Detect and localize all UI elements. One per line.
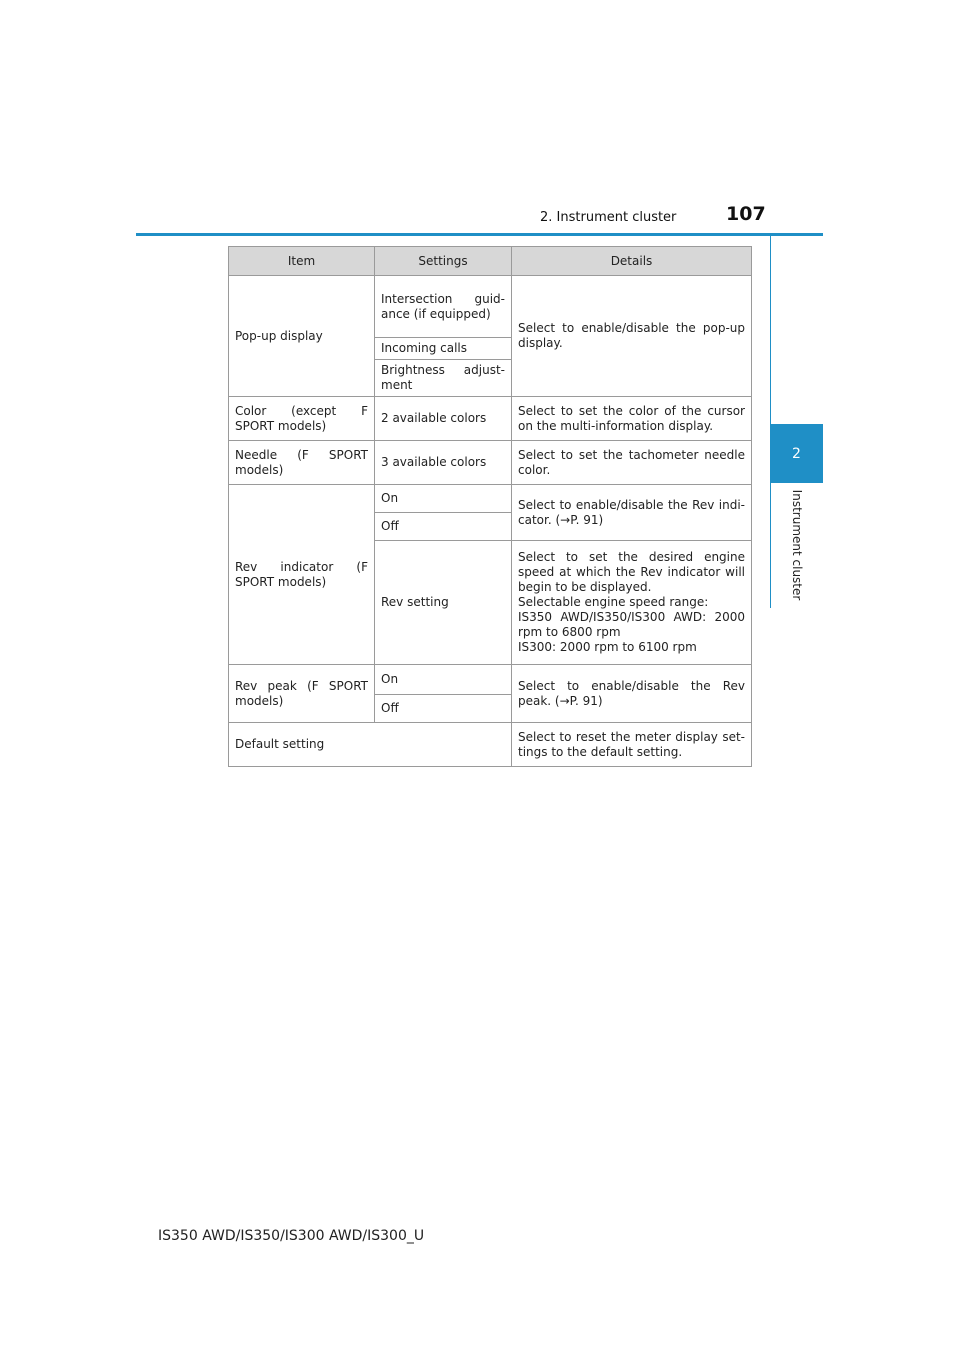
item-rev-peak: Rev peak (F SPORT models) <box>229 665 375 723</box>
setting-intersection-guidance: Intersection guid-ance (if equipped) <box>375 276 512 338</box>
setting-needle: 3 available colors <box>375 441 512 485</box>
table-row <box>229 665 752 695</box>
details-rev-setting <box>512 541 752 665</box>
item-rev-indicator: Rev indicator (F SPORT models) <box>229 485 375 665</box>
side-rule <box>770 236 771 608</box>
chapter-label: Instrument cluster <box>790 489 804 601</box>
rev-setting-range-is350: IS350 AWD/IS350/IS300 AWD: 2000 rpm to 6800 rpm <box>518 610 745 639</box>
settings-table-container <box>228 246 751 767</box>
settings-table <box>228 246 752 767</box>
table-row <box>229 485 752 513</box>
details-default-setting: Select to reset the meter display set-tings to the default setting. <box>512 723 752 767</box>
details-color: Select to set the color of the cursor on the multi-information display. <box>512 397 752 441</box>
rev-setting-range-is300: IS300: 2000 rpm to 6100 rpm <box>518 640 697 654</box>
footer-model-name: IS350 AWD/IS350/IS300 AWD/IS300_U <box>158 1228 425 1244</box>
setting-brightness-adjustment: Brightness adjust-ment <box>375 360 512 397</box>
chapter-tab <box>770 424 823 483</box>
setting-rev-peak-off: Off <box>375 695 512 723</box>
section-title: 2. Instrument cluster <box>540 210 677 225</box>
rev-setting-range-label: Selectable engine speed range: <box>518 595 709 609</box>
header-rule <box>136 233 823 236</box>
table-row <box>229 276 752 338</box>
setting-rev-peak-on: On <box>375 665 512 695</box>
details-needle: Select to set the tachometer needle color. <box>512 441 752 485</box>
setting-incoming-calls: Incoming calls <box>375 338 512 360</box>
table-row <box>229 723 752 767</box>
item-color: Color (except F SPORT models) <box>229 397 375 441</box>
details-popup-display: Select to enable/disable the pop-up display. <box>512 276 752 397</box>
details-rev-peak: Select to enable/disable the Rev peak. (→P. 91) <box>512 665 752 723</box>
column-header-settings: Settings <box>375 247 512 276</box>
table-row <box>229 397 752 441</box>
details-rev-indicator-on-off: Select to enable/disable the Rev indi-cator. (→P. 91) <box>512 485 752 541</box>
column-header-item: Item <box>229 247 375 276</box>
chapter-number: 2 <box>792 445 801 462</box>
setting-color: 2 available colors <box>375 397 512 441</box>
column-header-details: Details <box>512 247 752 276</box>
rev-setting-description: Select to set the desired engine speed at which the Rev indicator will begin to be displayed. <box>518 550 745 594</box>
table-row <box>229 441 752 485</box>
item-needle: Needle (F SPORT models) <box>229 441 375 485</box>
item-default-setting: Default setting <box>229 723 512 767</box>
setting-rev-indicator-off: Off <box>375 513 512 541</box>
setting-rev-setting: Rev setting <box>375 541 512 665</box>
table-header-row <box>229 247 752 276</box>
page-number: 107 <box>726 203 766 225</box>
item-popup-display: Pop-up display <box>229 276 375 397</box>
setting-rev-indicator-on: On <box>375 485 512 513</box>
